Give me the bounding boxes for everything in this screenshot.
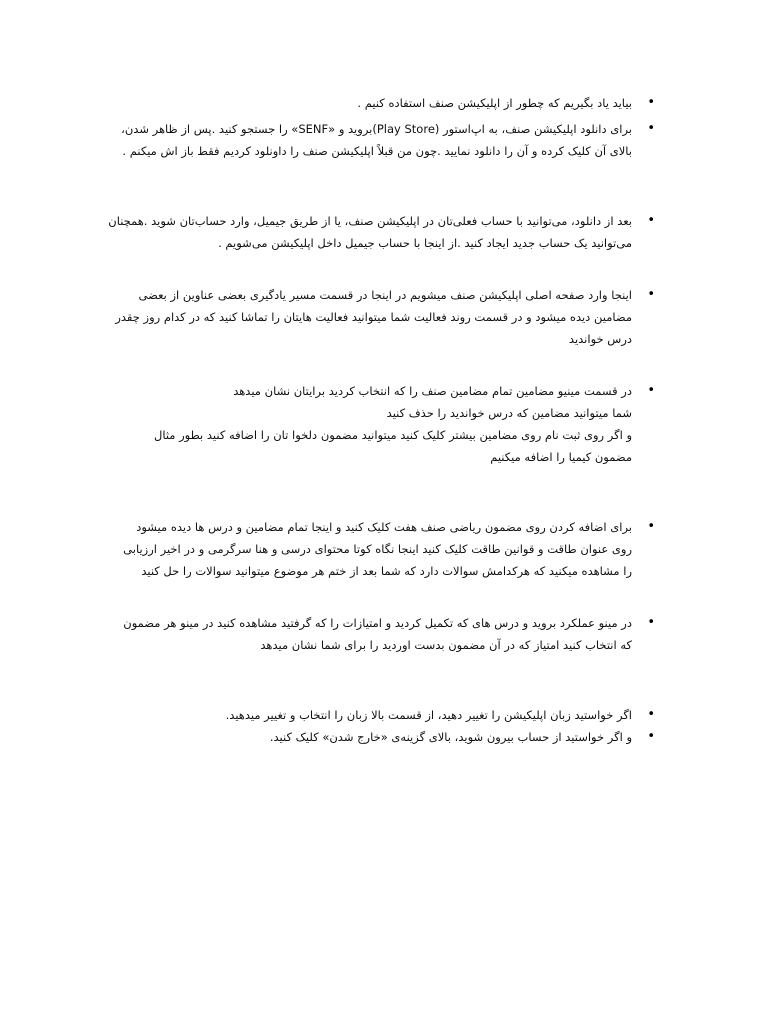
list-item — [92, 284, 660, 350]
list-item-line: • بعد از دانلود، می‌توانید با حساب فعلی‌تان در اپلیکیشن صنف، یا از طریق جیمیل، وارد حساب‌تان شوید .همچنان — [108, 214, 632, 228]
list-item-line: • بیاید یاد بگیریم که چطور از اپلیکیشن صنف استفاده کنیم . — [357, 96, 632, 110]
list-item — [92, 516, 660, 582]
list-item-line: بالای آن کلیک کرده و آن را دانلود نمایید .چون من قبلاً اپلیکیشن صنف را داونلود کردیم فقط باز اش میکنم . — [122, 144, 632, 158]
list-item — [92, 92, 660, 114]
bullet-list — [92, 92, 660, 748]
list-item — [92, 210, 660, 254]
list-item-line: که انتخاب کنید امتیاز که در آن مضمون بدست اوردید را برای شما نشان میدهد — [260, 638, 632, 652]
list-item-line: • در قسمت مینیو مضامین تمام مضامین صنف را که انتخاب کردید برایتان نشان میدهد — [233, 384, 632, 398]
list-item — [92, 380, 660, 468]
list-item-line: درس خواندید — [568, 332, 632, 346]
list-item-line: روی عنوان طاقت و قوانین طاقت کلیک کنید اینجا نگاه کوتا محتوای درسی و هنا سرگرمی و در اخیر ارزیابی — [123, 542, 632, 556]
list-item-line: مضامین دیده میشود و در قسمت روند فعالیت شما میتوانید فعالیت هایتان را تماشا کنید که در کدام روز چقدر — [115, 310, 632, 324]
list-item-line: • و اگر خواستید از حساب بیرون شوید، بالای گزینه‌ی «خارج شدن» کلیک کنید. — [269, 730, 632, 744]
list-item-line: • برای اضافه کردن روی مضمون ریاضی صنف هفت کلیک کنید و اینجا تمام مضامین و درس ها دیده میشود — [136, 520, 632, 534]
list-item-line: • در مینو عملکرد بروید و درس های که تکمیل کردید و امتیازات را که گرفتید مشاهده کنید در مینو هر مضمون — [123, 616, 632, 630]
list-item-line: • اینجا وارد صفحه اصلی اپلیکیشن صنف میشویم در اینجا در قسمت مسیر یادگیری بعضی عناوین از بعضی — [138, 288, 632, 302]
list-item-line: را مشاهده میکنید که هرکدامش سوالات دارد که شما بعد از ختم هر موضوع میتوانید سوالات را حل کنید — [141, 564, 632, 578]
list-item-line: و اگر روی ثبت نام روی مضامین بیشتر کلیک کنید میتوانید مضمون دلخوا تان را اضافه کنید بطور مثال — [153, 428, 632, 442]
list-item-line: شما میتوانید مضامین که درس خواندید را حذف کنید — [386, 406, 632, 420]
list-item — [92, 726, 660, 748]
list-item-line: مضمون کیمیا را اضافه میکنیم — [490, 450, 632, 464]
list-item — [92, 118, 660, 162]
list-item — [92, 704, 660, 726]
list-item — [92, 612, 660, 656]
list-item-line: • برای دانلود اپلیکیشن صنف، به اپ‌استور (Play Store)بروید و «SENF» را جستجو کنید .پس از ظاهر شدن، — [121, 122, 632, 136]
list-item-line: می‌توانید یک حساب جدید ایجاد کنید .از اینجا با حساب جیمیل داخل اپلیکیشن می‌شویم . — [218, 236, 632, 250]
list-item-line: • اگر خواستید زبان اپلیکیشن را تغییر دهید، از قسمت بالا زبان را انتخاب و تغییر میدهید. — [225, 708, 632, 722]
document-page — [92, 92, 660, 748]
